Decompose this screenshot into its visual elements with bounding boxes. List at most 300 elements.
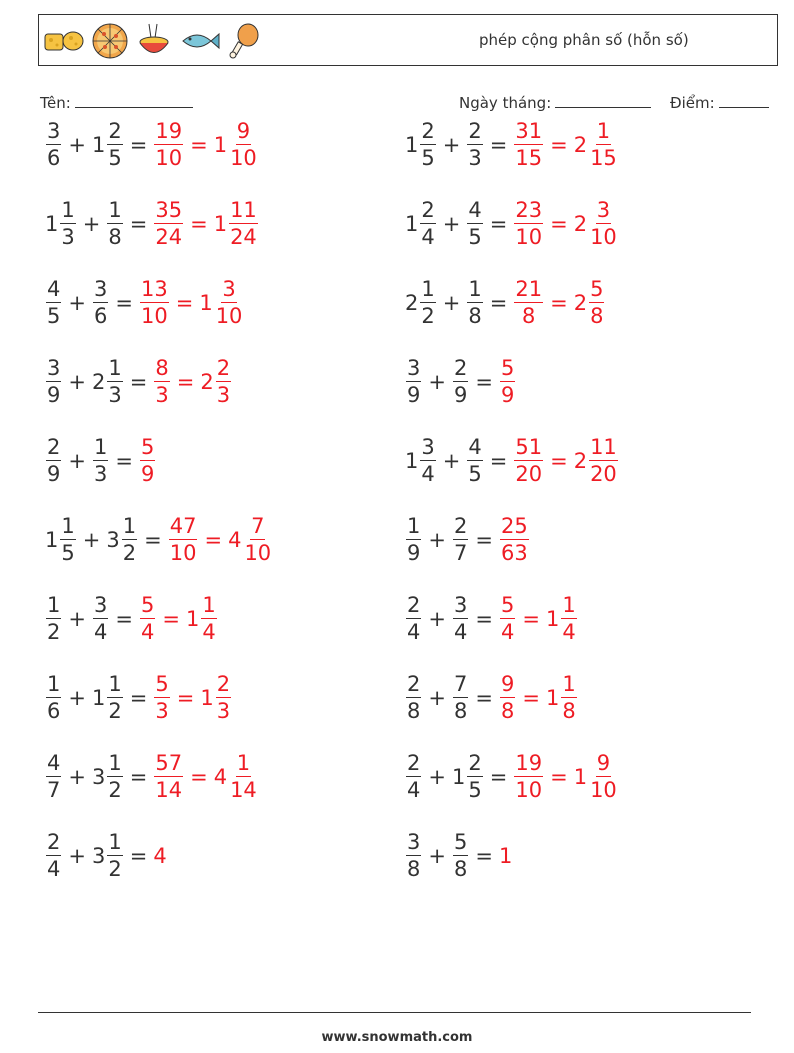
answer-whole: 1 xyxy=(498,844,513,868)
mixed-number xyxy=(574,437,619,485)
pizza-icon xyxy=(91,22,129,60)
whole-part: 1 xyxy=(45,528,59,552)
fraction xyxy=(46,753,61,801)
mixed-number xyxy=(45,200,77,248)
denominator: 9 xyxy=(47,383,61,407)
fraction xyxy=(514,753,543,801)
fraction xyxy=(93,279,108,327)
numerator: 19 xyxy=(515,751,543,775)
fraction xyxy=(406,358,421,406)
equals-sign: = xyxy=(129,212,148,236)
numerator: 5 xyxy=(140,435,155,459)
mixed-number xyxy=(92,595,109,643)
plus-sign: + xyxy=(428,607,446,631)
noodle-bowl-icon xyxy=(135,22,173,60)
mixed-number xyxy=(405,832,422,880)
numerator: 1 xyxy=(202,593,216,617)
numerator: 2 xyxy=(421,198,435,222)
fraction xyxy=(406,753,421,801)
fraction xyxy=(107,121,122,169)
footer-divider xyxy=(38,1012,751,1013)
denominator: 2 xyxy=(122,541,137,565)
numerator: 2 xyxy=(47,435,61,459)
denominator: 4 xyxy=(47,857,61,881)
numerator: 11 xyxy=(590,435,617,459)
fraction xyxy=(46,358,61,406)
numerator: 3 xyxy=(222,277,236,301)
denominator: 10 xyxy=(590,778,617,802)
mixed-number xyxy=(405,200,437,248)
numerator: 1 xyxy=(108,751,122,775)
numerator: 3 xyxy=(421,435,435,459)
denominator: 3 xyxy=(216,383,231,407)
fraction xyxy=(500,516,529,564)
problem-15 xyxy=(45,668,232,728)
equals-sign: = xyxy=(190,765,208,789)
equals-sign: = xyxy=(175,291,194,315)
numerator: 1 xyxy=(596,119,611,143)
denominator: 8 xyxy=(522,304,536,328)
mixed-number xyxy=(92,753,124,801)
fraction xyxy=(420,437,435,485)
mixed-number xyxy=(45,753,62,801)
equals-sign: = xyxy=(475,607,493,631)
denominator: 3 xyxy=(155,383,169,407)
plus-sign: + xyxy=(442,133,461,157)
whole-part: 1 xyxy=(213,133,228,157)
numerator: 7 xyxy=(453,672,468,696)
mixed-number xyxy=(452,358,469,406)
fraction xyxy=(406,516,421,564)
mixed-number xyxy=(546,595,578,643)
fraction xyxy=(107,358,122,406)
fraction xyxy=(406,832,421,880)
numerator: 23 xyxy=(515,198,543,222)
mixed-number xyxy=(92,437,109,485)
denominator: 8 xyxy=(108,225,122,249)
denominator: 9 xyxy=(407,541,421,565)
plus-sign: + xyxy=(68,765,86,789)
food-icons xyxy=(43,21,261,61)
problem-2 xyxy=(405,115,619,175)
denominator: 10 xyxy=(244,541,272,565)
equals-sign: = xyxy=(204,528,223,552)
plus-sign: + xyxy=(442,449,461,473)
denominator: 20 xyxy=(515,462,543,486)
mixed-number xyxy=(106,200,123,248)
denominator: 8 xyxy=(453,857,468,881)
plus-sign: + xyxy=(68,291,86,315)
mixed-number xyxy=(92,832,124,880)
denominator: 2 xyxy=(47,620,61,644)
fraction xyxy=(140,595,155,643)
mixed-number xyxy=(45,358,62,406)
date-field xyxy=(459,93,651,112)
equals-sign: = xyxy=(522,686,540,710)
denominator: 8 xyxy=(590,304,604,328)
mixed-number xyxy=(466,279,483,327)
denominator: 8 xyxy=(407,699,421,723)
fraction xyxy=(589,437,618,485)
mixed-number xyxy=(214,753,259,801)
fraction xyxy=(453,358,468,406)
mixed-number xyxy=(574,121,619,169)
whole-part: 3 xyxy=(106,528,120,552)
fraction xyxy=(154,753,183,801)
fraction xyxy=(107,200,122,248)
whole-part: 2 xyxy=(573,212,588,236)
plus-sign: + xyxy=(82,528,101,552)
denominator: 10 xyxy=(155,146,183,170)
cheese-icon xyxy=(43,26,85,56)
denominator: 8 xyxy=(562,699,576,723)
denominator: 10 xyxy=(140,304,168,328)
denominator: 24 xyxy=(155,225,183,249)
numerator: 1 xyxy=(562,672,576,696)
whole-part: 2 xyxy=(405,291,419,315)
problem-4 xyxy=(405,194,619,254)
denominator: 10 xyxy=(515,225,543,249)
plus-sign: + xyxy=(442,291,461,315)
denominator: 3 xyxy=(216,699,231,723)
plus-sign: + xyxy=(428,370,446,394)
fraction xyxy=(467,753,482,801)
mixed-number xyxy=(405,358,422,406)
denominator: 6 xyxy=(47,146,61,170)
mixed-number xyxy=(452,516,469,564)
denominator: 63 xyxy=(500,541,528,565)
numerator: 1 xyxy=(421,277,435,301)
whole-part: 1 xyxy=(405,133,419,157)
fraction xyxy=(500,674,515,722)
fraction xyxy=(107,753,122,801)
whole-part: 4 xyxy=(213,765,228,789)
numerator: 2 xyxy=(468,119,482,143)
numerator: 7 xyxy=(251,514,265,538)
plus-sign: + xyxy=(428,686,446,710)
problem-18 xyxy=(405,747,619,807)
numerator: 3 xyxy=(407,830,421,854)
denominator: 7 xyxy=(453,541,468,565)
whole-part: 1 xyxy=(573,765,588,789)
fraction xyxy=(169,516,198,564)
denominator: 9 xyxy=(47,462,61,486)
numerator: 2 xyxy=(453,514,468,538)
denominator: 9 xyxy=(140,462,155,486)
mixed-number xyxy=(452,595,469,643)
fraction xyxy=(154,674,169,722)
fraction xyxy=(420,200,435,248)
mixed-number xyxy=(466,200,483,248)
name-field xyxy=(40,93,193,112)
denominator: 4 xyxy=(562,620,576,644)
fraction xyxy=(140,437,155,485)
fraction xyxy=(561,674,576,722)
denominator: 2 xyxy=(108,699,122,723)
numerator: 4 xyxy=(468,435,482,459)
plus-sign: + xyxy=(68,370,86,394)
fraction xyxy=(467,200,482,248)
footer-url: www.snowmath.com xyxy=(321,1030,473,1045)
numerator: 1 xyxy=(61,514,75,538)
mixed-number xyxy=(452,674,469,722)
whole-part: 1 xyxy=(405,212,419,236)
numerator: 1 xyxy=(468,277,482,301)
fraction xyxy=(453,595,468,643)
denominator: 4 xyxy=(407,778,421,802)
denominator: 4 xyxy=(140,620,155,644)
problem-17 xyxy=(45,747,259,807)
numerator: 4 xyxy=(47,277,61,301)
plus-sign: + xyxy=(68,844,86,868)
fraction xyxy=(453,832,468,880)
mixed-number xyxy=(405,674,422,722)
denominator: 5 xyxy=(468,225,482,249)
equals-sign: = xyxy=(522,607,540,631)
numerator: 5 xyxy=(140,593,155,617)
fraction xyxy=(107,674,122,722)
numerator: 19 xyxy=(155,119,183,143)
equals-sign: = xyxy=(115,607,133,631)
denominator: 5 xyxy=(108,146,122,170)
denominator: 8 xyxy=(407,857,421,881)
denominator: 4 xyxy=(453,620,468,644)
mixed-number xyxy=(45,121,62,169)
numerator: 2 xyxy=(468,751,482,775)
fraction xyxy=(467,437,482,485)
problem-20 xyxy=(405,826,512,886)
equals-sign: = xyxy=(550,133,568,157)
equals-sign: = xyxy=(489,291,508,315)
equals-sign: = xyxy=(190,212,208,236)
numerator: 9 xyxy=(500,672,515,696)
fraction xyxy=(93,437,108,485)
whole-part: 1 xyxy=(199,291,213,315)
worksheet-title: phép cộng phân số (hỗn số) xyxy=(479,31,689,49)
numerator: 8 xyxy=(155,356,169,380)
numerator: 1 xyxy=(108,672,122,696)
denominator: 10 xyxy=(515,778,543,802)
date-blank[interactable] xyxy=(555,93,651,108)
whole-part: 1 xyxy=(91,686,106,710)
denominator: 3 xyxy=(61,225,75,249)
numerator: 2 xyxy=(407,672,421,696)
problem-8 xyxy=(405,352,516,412)
denominator: 15 xyxy=(515,146,543,170)
denominator: 8 xyxy=(453,699,468,723)
numerator: 3 xyxy=(93,277,108,301)
plus-sign: + xyxy=(428,765,446,789)
worksheet-header xyxy=(38,14,778,66)
fraction xyxy=(46,121,61,169)
whole-part: 2 xyxy=(573,291,588,315)
fraction xyxy=(60,516,75,564)
mixed-number xyxy=(574,200,619,248)
denominator: 3 xyxy=(108,383,122,407)
numerator: 5 xyxy=(590,277,604,301)
fraction xyxy=(215,279,244,327)
fraction xyxy=(514,121,543,169)
equals-sign: = xyxy=(129,133,148,157)
numerator: 31 xyxy=(515,119,543,143)
plus-sign: + xyxy=(68,449,86,473)
fraction xyxy=(46,437,61,485)
denominator: 8 xyxy=(468,304,482,328)
mixed-number xyxy=(574,279,606,327)
fraction xyxy=(107,832,122,880)
numerator: 1 xyxy=(108,830,122,854)
denominator: 9 xyxy=(453,383,468,407)
fraction xyxy=(514,279,543,327)
mixed-number xyxy=(45,437,62,485)
denominator: 20 xyxy=(590,462,617,486)
denominator: 9 xyxy=(500,383,515,407)
denominator: 5 xyxy=(47,304,61,328)
name-label: Tên: xyxy=(40,94,71,112)
denominator: 2 xyxy=(108,778,122,802)
mixed-number xyxy=(92,674,124,722)
denominator: 10 xyxy=(169,541,197,565)
answer-whole: 4 xyxy=(153,844,167,868)
fraction xyxy=(46,279,61,327)
mixed-number xyxy=(405,516,422,564)
mixed-number xyxy=(199,279,244,327)
fraction xyxy=(243,516,272,564)
numerator: 13 xyxy=(140,277,168,301)
numerator: 1 xyxy=(61,198,75,222)
fraction xyxy=(453,516,468,564)
plus-sign: + xyxy=(82,212,101,236)
mixed-number xyxy=(405,279,437,327)
denominator: 4 xyxy=(202,620,216,644)
equals-sign: = xyxy=(144,528,162,552)
mixed-number xyxy=(45,279,62,327)
numerator: 1 xyxy=(562,593,576,617)
denominator: 4 xyxy=(421,462,435,486)
mixed-number xyxy=(92,121,124,169)
problem-19 xyxy=(45,826,167,886)
mixed-number xyxy=(452,832,469,880)
equals-sign: = xyxy=(475,686,493,710)
numerator: 21 xyxy=(515,277,543,301)
denominator: 24 xyxy=(230,225,257,249)
denominator: 5 xyxy=(468,462,482,486)
fraction xyxy=(60,200,75,248)
equals-sign: = xyxy=(550,212,568,236)
plus-sign: + xyxy=(68,686,86,710)
mixed-number xyxy=(405,753,422,801)
fraction xyxy=(561,595,576,643)
mixed-number xyxy=(45,674,62,722)
whole-part: 1 xyxy=(451,765,466,789)
mixed-number xyxy=(466,437,483,485)
fraction xyxy=(229,753,258,801)
numerator: 9 xyxy=(236,119,251,143)
equals-sign: = xyxy=(176,370,195,394)
denominator: 15 xyxy=(590,146,617,170)
equals-sign: = xyxy=(129,765,148,789)
problem-1 xyxy=(45,115,259,175)
denominator: 10 xyxy=(230,146,257,170)
numerator: 2 xyxy=(216,672,231,696)
fraction xyxy=(229,200,258,248)
mixed-number xyxy=(574,753,619,801)
problem-12 xyxy=(405,510,530,570)
numerator: 3 xyxy=(453,593,468,617)
denominator: 5 xyxy=(421,146,435,170)
whole-part: 2 xyxy=(91,370,106,394)
numerator: 3 xyxy=(47,119,61,143)
denominator: 4 xyxy=(500,620,515,644)
fraction xyxy=(514,200,543,248)
numerator: 2 xyxy=(407,593,421,617)
fraction xyxy=(514,437,543,485)
fish-icon xyxy=(179,26,221,56)
equals-sign: = xyxy=(475,844,493,868)
score-blank[interactable] xyxy=(719,93,769,108)
numerator: 4 xyxy=(47,751,61,775)
fraction xyxy=(140,279,169,327)
problem-11 xyxy=(45,510,273,570)
numerator: 57 xyxy=(155,751,183,775)
plus-sign: + xyxy=(442,212,461,236)
fraction xyxy=(216,674,231,722)
fraction xyxy=(93,595,108,643)
numerator: 1 xyxy=(236,751,251,775)
numerator: 5 xyxy=(155,672,169,696)
whole-part: 3 xyxy=(91,765,106,789)
mixed-number xyxy=(214,200,259,248)
whole-part: 2 xyxy=(573,449,588,473)
numerator: 3 xyxy=(596,198,611,222)
denominator: 10 xyxy=(590,225,617,249)
numerator: 35 xyxy=(155,198,183,222)
problem-16 xyxy=(405,668,578,728)
mixed-number xyxy=(92,358,124,406)
numerator: 3 xyxy=(407,356,421,380)
problem-14 xyxy=(405,589,578,649)
denominator: 14 xyxy=(155,778,183,802)
fraction xyxy=(589,200,618,248)
whole-part: 1 xyxy=(45,212,59,236)
numerator: 2 xyxy=(421,119,435,143)
mixed-number xyxy=(214,121,259,169)
numerator: 2 xyxy=(47,830,61,854)
fraction xyxy=(500,358,515,406)
equals-sign: = xyxy=(489,133,508,157)
equals-sign: = xyxy=(176,686,195,710)
whole-part: 2 xyxy=(200,370,214,394)
denominator: 4 xyxy=(421,225,435,249)
whole-part: 1 xyxy=(545,686,560,710)
numerator: 1 xyxy=(122,514,137,538)
denominator: 7 xyxy=(47,778,61,802)
denominator: 6 xyxy=(93,304,108,328)
denominator: 3 xyxy=(468,146,482,170)
denominator: 9 xyxy=(407,383,421,407)
equals-sign: = xyxy=(129,370,148,394)
score-label: Điểm: xyxy=(670,94,715,112)
numerator: 5 xyxy=(453,830,468,854)
numerator: 1 xyxy=(108,356,122,380)
numerator: 1 xyxy=(93,435,108,459)
equals-sign: = xyxy=(489,212,508,236)
equals-sign: = xyxy=(475,528,493,552)
name-blank[interactable] xyxy=(75,93,193,108)
denominator: 4 xyxy=(407,620,421,644)
equals-sign: = xyxy=(489,449,508,473)
equals-sign: = xyxy=(162,607,180,631)
